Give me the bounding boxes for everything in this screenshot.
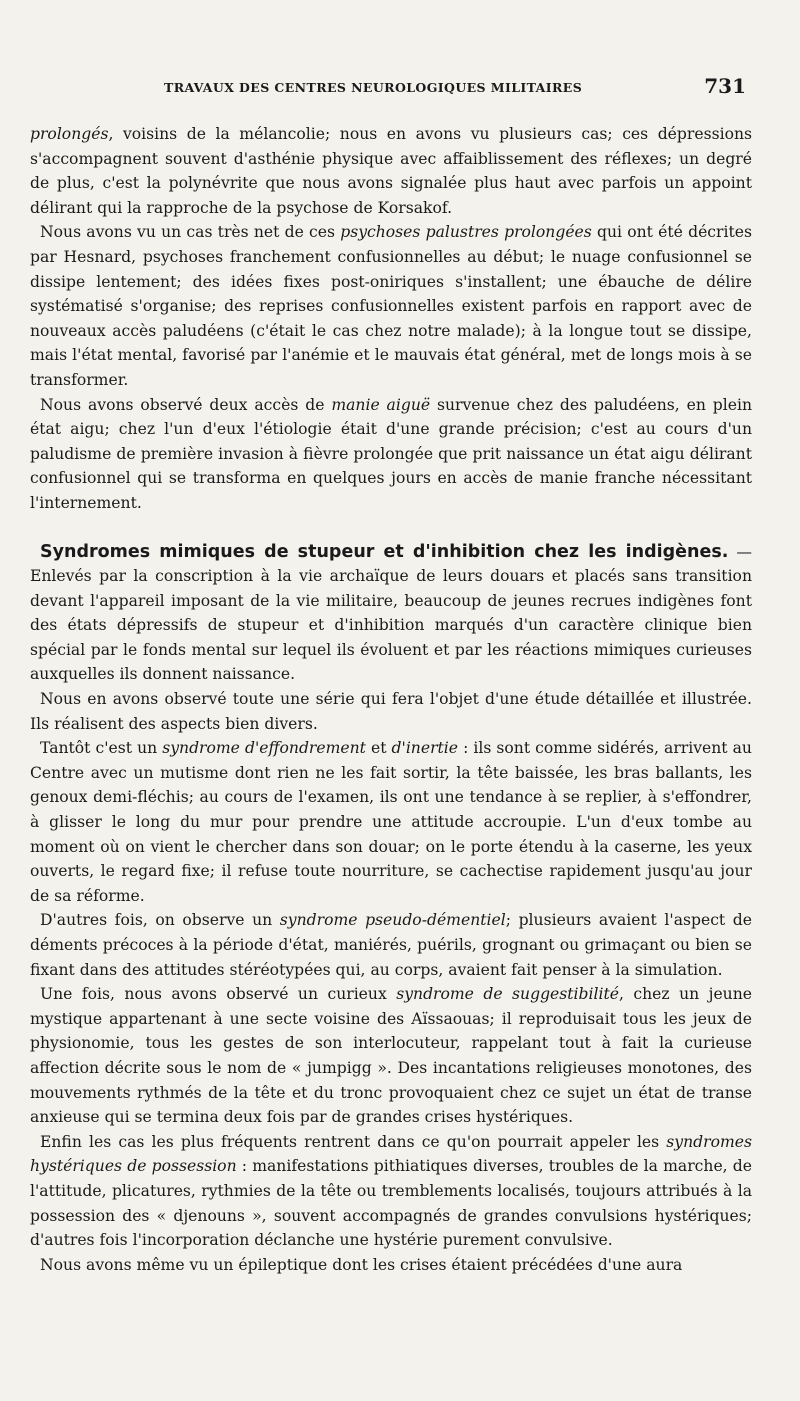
italic-text: d'inertie: [391, 739, 459, 758]
paragraph: [30, 736, 752, 908]
page-header: [46, 74, 746, 104]
section-heading: Syndromes mimiques de stupeur et d'inhibition chez les indigènes.: [40, 541, 729, 562]
paragraph: [30, 908, 752, 982]
text-run: , chez un jeune mystique appartenant à une secte voisine des Aïssaouas; il reproduisait tous les jeux de physionomie, tous les gestes de son interlocuteur, rappelant tout à fait la curieuse affection décrite sous le nom de « jumpigg ». Des incantations religieuses monotones, des mouvements rythmés de la tête et du tronc provoquaient chez ce sujet un état de transe anxieuse qui se termina deux fois par de grandes crises hystériques.: [30, 985, 752, 1127]
text-run: Tantôt c'est un: [40, 739, 163, 758]
text-run: ; plusieurs avaient l'aspect de déments précoces à la période d'état, maniérés, puérils, grognant ou grimaçant ou bien se fixant dans des attitudes stéréotypées qui, au corps, avaient fait penser à la simulation.: [30, 911, 753, 979]
text-run: Une fois, nous avons observé un curieux: [40, 985, 397, 1004]
section-gap: [30, 516, 752, 540]
italic-text: prolongés: [30, 125, 109, 143]
italic-text: syndrome pseudo-démentiel: [279, 911, 506, 930]
italic-text: manie aiguë: [331, 395, 431, 414]
paragraph: [30, 122, 752, 220]
text-run: Nous avons même vu un épileptique dont les crises étaient précédées d'une aura: [40, 1255, 683, 1274]
paragraph: [30, 687, 752, 736]
article-body: [30, 122, 752, 1277]
paragraph: [30, 220, 752, 392]
text-run: — Enlevés par la conscription à la vie archaïque de leurs douars et placés sans transition devant l'appareil imposant de la vie militaire, beaucoup de jeunes recrues indigènes font des états dépressifs de stupeur et d'inhibition marqués d'un caractère clinique bien spécial par le fonds mental sur lequel ils évoluent et par les réactions mimiques curieuses auxquelles ils donnent naissance.: [30, 542, 752, 684]
paragraph: [30, 1253, 752, 1278]
text-run: Enfin les cas les plus fréquents rentrent dans ce qu'on pourrait appeler les: [40, 1132, 667, 1151]
italic-text: syndromes hystériques de possession: [30, 1132, 752, 1176]
paragraph: [30, 393, 752, 516]
text-run: et: [365, 739, 392, 758]
running-title: TRAVAUX DES CENTRES NEUROLOGIQUES MILITAIRES: [164, 80, 583, 95]
italic-text: syndrome d'effondrement: [162, 739, 366, 758]
page-number: 731: [704, 74, 746, 98]
italic-text: psychoses palustres prolongées: [340, 223, 592, 242]
text-run: qui ont été décrites par Hesnard, psychoses franchement confusionnelles au début; le nuage confusionnel se dissipe lentement; des idées fixes post-oniriques s'installent; une ébauche de délire systématisé s'organise; des reprises confusionnelles existent parfois en rapport avec de nouveaux accès paludéens (c'était le cas chez notre malade); à la longue tout se dissipe, mais l'état mental, favorisé par l'anémie et le mauvais état général, met de longs mois à se transformer.: [30, 223, 752, 389]
text-run: D'autres fois, on observe un: [40, 911, 280, 930]
paragraph: [30, 982, 752, 1130]
text-run: Nous avons vu un cas très net de ces: [40, 223, 341, 242]
text-run: Nous en avons observé toute une série qui fera l'objet d'une étude détaillée et illustrée. Ils réalisent des aspects bien divers.: [30, 690, 752, 733]
paragraph: [30, 540, 752, 688]
italic-text: syndrome de suggestibilité: [396, 985, 619, 1004]
text-run: : manifestations pithiatiques diverses, troubles de la marche, de l'attitude, plicatures, rythmies de la tête ou tremblements localisés, toujours attribués à la possession des « djenouns », souvent accompagnés de grandes convulsions hystériques; d'autres fois l'incorporation déclanche une hystérie purement convulsive.: [30, 1157, 753, 1250]
text-run: , voisins de la mélancolie; nous en avons vu plusieurs cas; ces dépressions s'accompagnent souvent d'asthénie physique avec affaiblissement des réflexes; un degré de plus, c'est la polynévrite que nous avons signalée plus haut avec parfois un appoint délirant qui la rapproche de la psychose de Korsakof.: [30, 125, 752, 217]
text-run: : ils sont comme sidérés, arrivent au Centre avec un mutisme dont rien ne les fait sortir, la tête baissée, les bras ballants, les genoux demi-fléchis; au cours de l'examen, ils ont une tendance à se replier, à s'effondrer, à glisser le long du mur pour prendre une attitude accroupie. L'un d'eux tombe au moment où on vient le chercher dans son douar; on le porte étendu à la caserne, les yeux ouverts, le regard fixe; il refuse toute nourriture, se cachectise rapidement jusqu'au jour de sa réforme.: [30, 739, 752, 905]
text-run: survenue chez des paludéens, en plein état aigu; chez l'un d'eux l'étiologie était d'une grande précision; c'est au cours d'un paludisme de première invasion à fièvre prolongée que prit naissance un état aigu délirant confusionnel qui se transforma en quelques jours en accès de manie franche nécessitant l'internement.: [30, 395, 752, 512]
text-run: Nous avons observé deux accès de: [40, 395, 332, 414]
paragraph: [30, 1130, 752, 1253]
